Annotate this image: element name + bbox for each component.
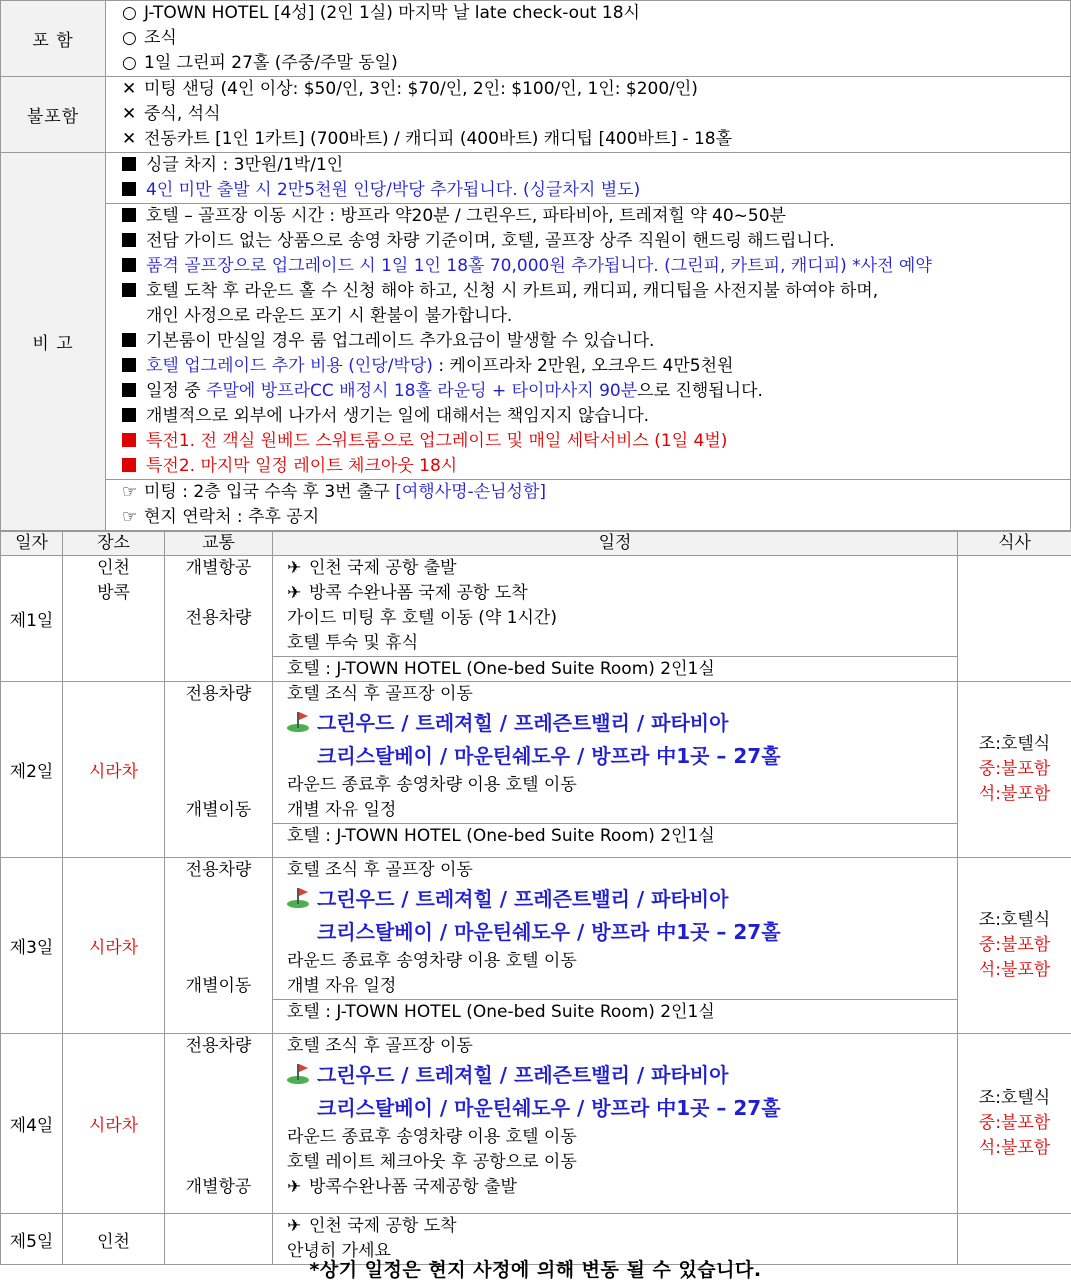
list-item: ○ 조식 <box>106 26 1070 51</box>
list-item: 특전2. 마지막 일정 레이트 체크아웃 18시 <box>106 454 1070 479</box>
schedule-header-row <box>1 532 1071 556</box>
footnote: *상기 일정은 현지 사정에 의해 변동 될 수 있습니다. <box>309 1259 762 1280</box>
place-cell: 인천 <box>63 1214 165 1265</box>
day-cell: 제4일 <box>1 1034 63 1214</box>
place-cell: 인천 방콕 <box>63 556 165 682</box>
header-date: 일자 <box>1 532 63 556</box>
meals-cell <box>958 556 1071 682</box>
square-bullet-icon <box>122 208 136 222</box>
square-bullet-icon <box>122 233 136 247</box>
golf-course-line: 크리스탈베이 / 마운틴쉐도우 / 방프라 中1곳 – 27홀 <box>317 744 781 768</box>
list-item: 전담 가이드 없는 상품으로 송영 차량 기준이며, 호텔, 골프장 상주 직원이 핸드링 해드립니다. <box>106 229 1070 254</box>
list-item: ✕ 전동카트 [1인 1카트] (700바트) / 캐디피 (400바트) 캐디팁 [400바트] - 18홀 <box>106 127 1070 152</box>
hotel-line: 호텔 : J-TOWN HOTEL (One-bed Suite Room) 2인1실 <box>273 999 957 1023</box>
info-table <box>0 0 1071 531</box>
included-list <box>106 1 1071 77</box>
list-item: 호텔 업그레이드 추가 비용 (인당/박당) : 케이프라차 2만원, 오크우드 4만5천원 <box>106 354 1070 379</box>
square-bullet-icon <box>122 157 136 171</box>
itinerary-cell <box>273 556 958 682</box>
remarks-group-2 <box>106 204 1071 480</box>
list-item: ✈ 방콕수완나폼 국제공항 출발 <box>273 1175 957 1200</box>
list-item: ○ 1일 그린피 27홀 (주중/주말 동일) <box>106 51 1070 76</box>
list-item: 기본룸이 만실일 경우 룸 업그레이드 추가요금이 발생할 수 있습니다. <box>106 329 1070 354</box>
square-bullet-icon <box>122 458 136 472</box>
remarks-group-3 <box>106 480 1071 531</box>
header-transport: 교통 <box>165 532 273 556</box>
list-item: ✈ 방콕 수완나폼 국제 공항 도착 <box>273 581 957 606</box>
header-place: 장소 <box>63 532 165 556</box>
list-item: ✈ 인천 국제 공항 도착 <box>273 1214 957 1239</box>
excluded-label: 불포함 <box>1 77 106 153</box>
hotel-line: 호텔 : J-TOWN HOTEL (One-bed Suite Room) 2인1실 <box>273 656 957 680</box>
list-item: 호텔 투숙 및 휴식 <box>287 633 419 653</box>
day-cell: 제5일 <box>1 1214 63 1265</box>
pointing-hand-icon: ☞ <box>122 482 138 502</box>
list-item: 안녕히 가세요 <box>287 1241 391 1261</box>
golf-course-line: 크리스탈베이 / 마운틴쉐도우 / 방프라 中1곳 – 27홀 <box>317 1096 781 1120</box>
golf-flag-icon <box>287 712 311 732</box>
list-item: 라운드 종료후 송영차량 이용 호텔 이동 <box>287 951 577 971</box>
square-bullet-icon <box>122 333 136 347</box>
list-item: 4인 미만 출발 시 2만5천원 인당/박당 추가됩니다. (싱글차지 별도) <box>106 178 1070 203</box>
airplane-icon: ✈ <box>287 1177 302 1197</box>
cross-icon: ✕ <box>122 104 137 124</box>
golf-course-line: 그린우드 / 트레져힐 / 프레즌트밸리 / 파타비아 <box>273 883 957 916</box>
list-item: 호텔 조식 후 골프장 이동 <box>287 684 473 704</box>
place-cell: 시라차 <box>63 1034 165 1214</box>
meals-cell: 조:호텔식 중:불포함 석:불포함 <box>958 1034 1071 1214</box>
table-row <box>1 1034 1071 1214</box>
included-label: 포 함 <box>1 1 106 77</box>
day-cell: 제3일 <box>1 858 63 1034</box>
list-item: 개별 자유 일정 <box>287 976 397 996</box>
list-item: 호텔 도착 후 라운드 홀 수 신청 해야 하고, 신청 시 카트피, 캐디피, 캐디팁을 사전지불 하여야 하며, <box>106 279 1070 304</box>
list-item: ○ J-TOWN HOTEL [4성] (2인 1실) 마지막 날 late check-out 18시 <box>106 1 1070 26</box>
itinerary-cell <box>273 682 958 858</box>
list-item: 호텔 레이트 체크아웃 후 공항으로 이동 <box>287 1152 577 1172</box>
circle-icon: ○ <box>122 28 137 48</box>
table-row <box>1 556 1071 682</box>
remarks-label: 비 고 <box>1 153 106 531</box>
square-bullet-icon <box>122 408 136 422</box>
list-item: 호텔 조식 후 골프장 이동 <box>287 860 473 880</box>
list-item: 싱글 차지 : 3만원/1박/1인 <box>106 153 1070 178</box>
table-row <box>1 682 1071 858</box>
table-row <box>1 858 1071 1034</box>
list-item: 호텔 조식 후 골프장 이동 <box>287 1036 473 1056</box>
list-item: 일정 중 주말에 방프라CC 배정시 18홀 라운딩 + 타이마사지 90분으로 진행됩니다. <box>106 379 1070 404</box>
meals-cell: 조:호텔식 중:불포함 석:불포함 <box>958 858 1071 1034</box>
list-item: ✕ 미팅 샌딩 (4인 이상: $50/인, 3인: $70/인, 2인: $100/인, 1인: $200/인) <box>106 77 1070 102</box>
meals-cell: 조:호텔식 중:불포함 석:불포함 <box>958 682 1071 858</box>
place-cell: 시라차 <box>63 858 165 1034</box>
cross-icon: ✕ <box>122 79 137 99</box>
list-item: ☞ 현지 연락처 : 추후 공지 <box>106 505 1070 530</box>
transport-cell: 개별항공 전용차량 <box>165 556 273 682</box>
day-cell: 제1일 <box>1 556 63 682</box>
transport-cell: 전용차량 개별이동 <box>165 682 273 858</box>
circle-icon: ○ <box>122 53 137 73</box>
transport-cell: 전용차량 개별항공 <box>165 1034 273 1214</box>
square-bullet-icon <box>122 258 136 272</box>
circle-icon: ○ <box>122 3 137 23</box>
list-item: 개별 자유 일정 <box>287 800 397 820</box>
airplane-icon: ✈ <box>287 583 302 603</box>
square-bullet-icon <box>122 358 136 372</box>
list-item: ☞ 미팅 : 2층 입국 수속 후 3번 출구 [여행사명-손님성함] <box>106 480 1070 505</box>
header-itinerary: 일정 <box>273 532 958 556</box>
golf-flag-icon <box>287 888 311 908</box>
square-bullet-icon <box>122 182 136 196</box>
header-meals: 식사 <box>958 532 1071 556</box>
list-item: 가이드 미팅 후 호텔 이동 (약 1시간) <box>287 608 557 628</box>
cross-icon: ✕ <box>122 129 137 149</box>
airplane-icon: ✈ <box>287 1216 302 1236</box>
itinerary-cell <box>273 1034 958 1214</box>
list-item: 라운드 종료후 송영차량 이용 호텔 이동 <box>287 1127 577 1147</box>
list-item: 개별적으로 외부에 나가서 생기는 일에 대해서는 책임지지 않습니다. <box>106 404 1070 429</box>
transport-cell: 전용차량 개별이동 <box>165 858 273 1034</box>
remarks-group-1 <box>106 153 1071 204</box>
list-item: ✈ 인천 국제 공항 출발 <box>273 556 957 581</box>
pointing-hand-icon: ☞ <box>122 507 138 527</box>
schedule-table <box>0 531 1071 1265</box>
excluded-list <box>106 77 1071 153</box>
golf-flag-icon <box>287 1064 311 1084</box>
square-bullet-icon <box>122 383 136 397</box>
square-bullet-icon <box>122 283 136 297</box>
place-cell: 시라차 <box>63 682 165 858</box>
list-item: 품격 골프장으로 업그레이드 시 1일 1인 18홀 70,000원 추가됩니다. (그린피, 카트피, 캐디피) *사전 예약 <box>106 254 1070 279</box>
golf-course-line: 그린우드 / 트레져힐 / 프레즌트밸리 / 파타비아 <box>273 707 957 740</box>
list-item-continuation: 개인 사정으로 라운드 포기 시 환불이 불가합니다. <box>146 306 513 326</box>
list-item: ✕ 중식, 석식 <box>106 102 1070 127</box>
list-item: 특전1. 전 객실 원베드 스위트룸으로 업그레이드 및 매일 세탁서비스 (1일 4벌) <box>106 429 1070 454</box>
square-bullet-icon <box>122 433 136 447</box>
day-cell: 제2일 <box>1 682 63 858</box>
list-item: 라운드 종료후 송영차량 이용 호텔 이동 <box>287 775 577 795</box>
hotel-line: 호텔 : J-TOWN HOTEL (One-bed Suite Room) 2인1실 <box>273 823 957 847</box>
airplane-icon: ✈ <box>287 558 302 578</box>
golf-course-line: 크리스탈베이 / 마운틴쉐도우 / 방프라 中1곳 – 27홀 <box>317 920 781 944</box>
itinerary-cell <box>273 858 958 1034</box>
list-item: 호텔 – 골프장 이동 시간 : 방프라 약20분 / 그린우드, 파타비아, 트레져힐 약 40~50분 <box>106 204 1070 229</box>
golf-course-line: 그린우드 / 트레져힐 / 프레즌트밸리 / 파타비아 <box>273 1059 957 1092</box>
